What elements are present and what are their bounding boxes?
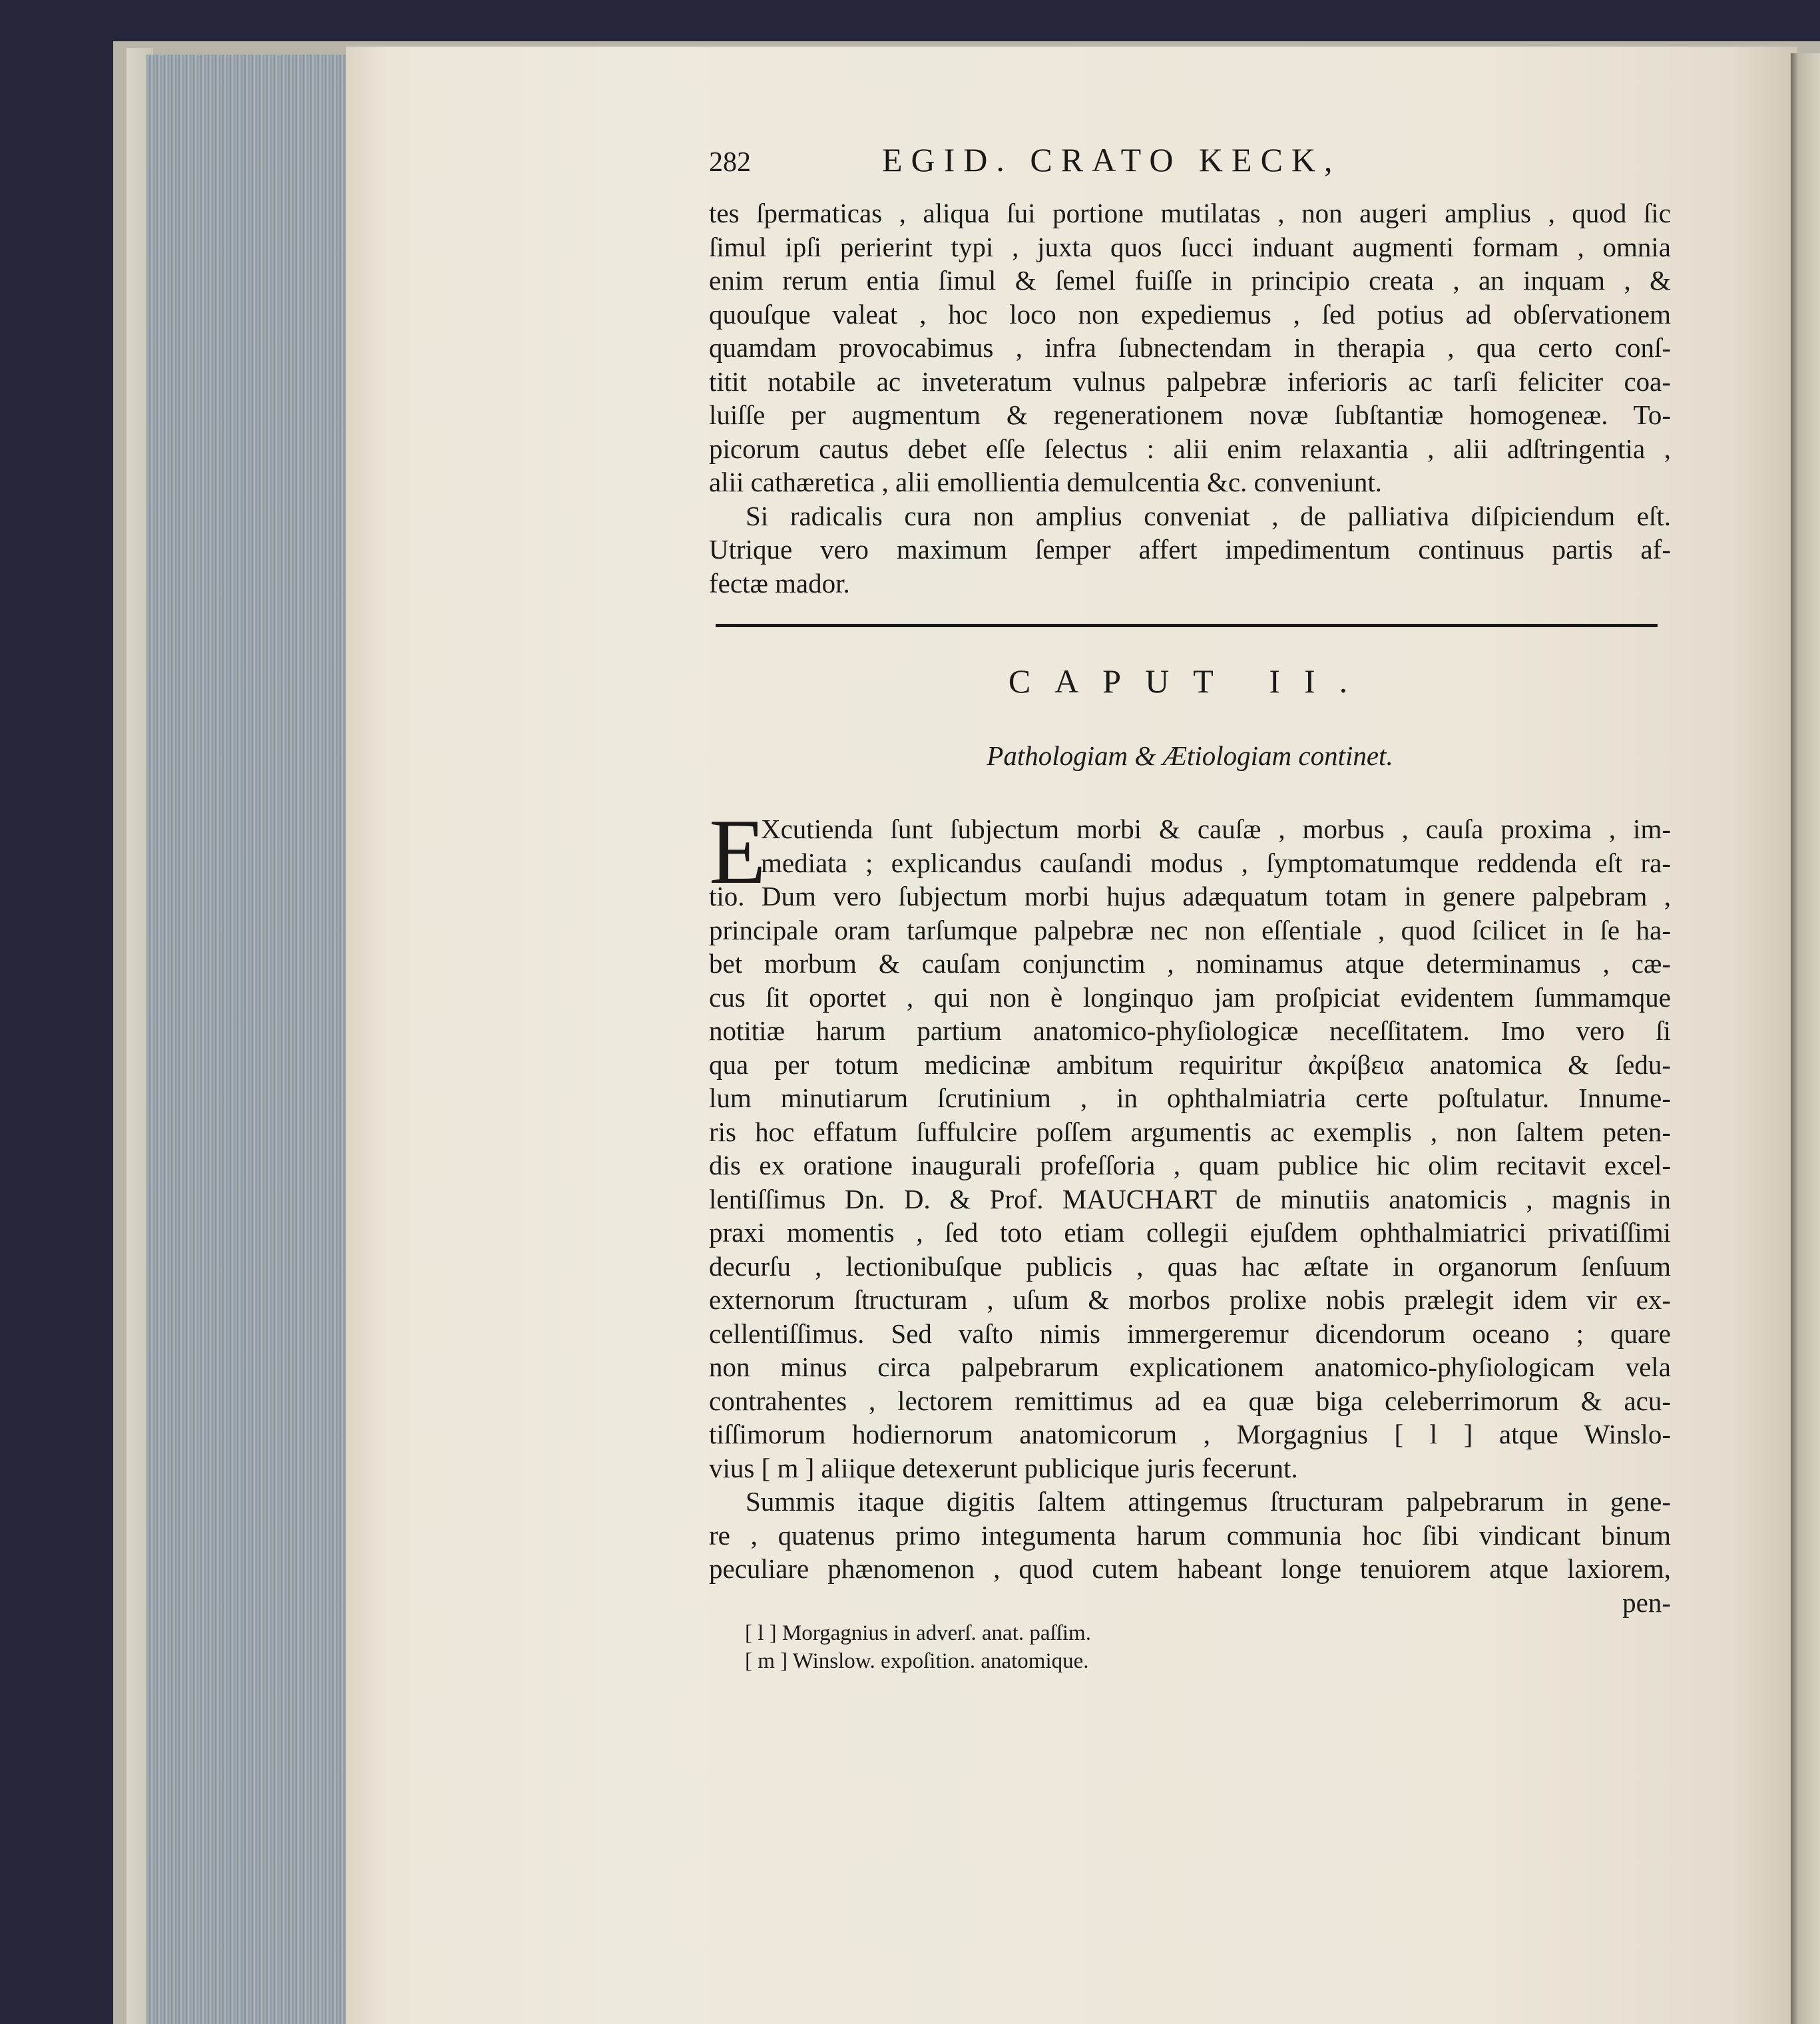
text-line: tes ſpermaticas , aliqua ſui portione mutilatas , non augeri amplius , quod ſic xyxy=(709,198,1671,228)
text-line: qua per totum medicinæ ambitum requiritur ἀκρίβεια anatomica & ſedu- xyxy=(709,1049,1671,1080)
text-line: tio. Dum vero ſubjectum morbi hujus adæquatum totam in genere palpebram , xyxy=(709,881,1671,911)
text-line: dis ex oratione inaugurali profeſſoria , quam publice hic olim recitavit excel- xyxy=(709,1150,1671,1180)
text-line: ſimul ipſi perierint typi , juxta quos ſucci induant augmenti formam , omnia xyxy=(709,231,1671,262)
paragraph-continued xyxy=(709,196,1671,499)
text-line: titit notabile ac inveteratum vulnus palpebræ inferioris ac tarſi feliciter coa- xyxy=(709,366,1671,397)
text-line: vius [ m ] aliique detexerunt publicique juris fecerunt. xyxy=(709,1452,1298,1483)
paragraph-palliativa xyxy=(709,499,1671,601)
text-line: ris hoc effatum ſuffulcire poſſem argumentis ac exemplis , non ſaltem peten- xyxy=(709,1116,1671,1147)
text-line: bet morbum & cauſam conjunctim , nominamus atque determinamus , cæ- xyxy=(709,948,1671,979)
catchword: pen- xyxy=(1622,1587,1671,1618)
text-line: alii cathæretica , alii emollientia demulcentia &c. conveniunt. xyxy=(709,467,1382,497)
page-number: 282 xyxy=(709,147,751,178)
text-line: mediata ; explicandus cauſandi modus , ſymptomatumque reddenda eſt ra- xyxy=(761,847,1671,878)
text-line: Summis itaque digitis ſaltem attingemus ſtructuram palpebrarum in gene- xyxy=(746,1486,1671,1517)
drop-cap: E xyxy=(709,800,766,903)
text-line: praxi momentis , ſed toto etiam collegii ejuſdem ophthalmiatrici privatiſſimi xyxy=(709,1217,1671,1248)
text-line: enim rerum entia ſimul & ſemel fuiſſe in principio creata , an inquam , & xyxy=(709,265,1671,296)
text-line: principale oram tarſumque palpebræ nec non eſſentiale , quod ſcilicet in ſe ha- xyxy=(709,914,1671,945)
paragraph-main xyxy=(709,800,1671,1485)
text-line: Si radicalis cura non amplius conveniat , de palliativa diſpiciendum eſt. xyxy=(746,500,1671,531)
footnote: [ m ] Winslow. expoſition. anatomique. xyxy=(745,1648,1089,1673)
text-line: cus ſit oportet , qui non è longinquo jam proſpiciat evidentem ſummamque xyxy=(709,981,1671,1013)
text-line: tiſſimorum hodiernorum anatomicorum , Morgagnius [ l ] atque Winslo- xyxy=(709,1419,1671,1449)
paragraph-summis xyxy=(709,1485,1671,1586)
text-line: contrahentes , lectorem remittimus ad ea quæ biga celeberrimorum & acu- xyxy=(709,1385,1671,1416)
text-line: non minus circa palpebrarum explicationem anatomico-phyſiologicam vela xyxy=(709,1352,1671,1382)
next-page-sliver xyxy=(1791,53,1820,2024)
text-line: decurſu , lectionibuſque publicis , quas hac æſtate in organorum ſenſuum xyxy=(709,1250,1671,1282)
chapter-rule xyxy=(716,624,1658,627)
text-line: externorum ſtructuram , uſum & morbos prolixe nobis prælegit idem vir ex- xyxy=(709,1284,1671,1315)
text-line: Utrique vero maximum ſemper affert impedimentum continuus partis af- xyxy=(709,534,1671,565)
text-line: luiſſe per augmentum & regenerationem novæ ſubſtantiæ homogeneæ. To- xyxy=(709,399,1671,430)
text-line: notitiæ harum partium anatomico-phyſiologicæ neceſſitatem. Imo vero ſi xyxy=(709,1015,1671,1046)
text-line: quamdam provocabimus , infra ſubnectendam in therapia , qua certo conſ- xyxy=(709,332,1671,363)
footnotes xyxy=(709,1619,1671,1675)
page-text xyxy=(709,143,1671,1675)
text-line: lentiſſimus Dn. D. & Prof. MAUCHART de minutiis anatomicis , magnis in xyxy=(709,1183,1671,1214)
text-line: Xcutienda ſunt ſubjectum morbi & cauſæ , morbus , cauſa proxima , im- xyxy=(761,814,1671,844)
chapter-subtitle: Pathologiam & Ætiologiam continet. xyxy=(987,740,1393,771)
text-line: fectæ mador. xyxy=(709,567,850,599)
text-line: peculiare phænomenon , quod cutem habeant longe tenuiorem atque laxiorem, xyxy=(709,1553,1671,1584)
running-head xyxy=(709,143,1671,196)
running-title: EGID. CRATO KECK, xyxy=(882,141,1341,178)
chapter-title: CAPUT II. xyxy=(1008,662,1372,700)
page-block-edge xyxy=(146,55,366,2024)
text-line: cellentiſſimus. Sed vaſto nimis immergeremur dicendorum oceano ; quare xyxy=(709,1318,1671,1349)
text-line: picorum cautus debet eſſe ſelectus : alii enim relaxantia , alii adſtringentia , xyxy=(709,433,1671,464)
footnote: [ l ] Morgagnius in adverſ. anat. paſſim. xyxy=(745,1621,1091,1645)
text-line: lum minutiarum ſcrutinium , in ophthalmiatria certe poſtulatur. Innume- xyxy=(709,1083,1671,1113)
text-line: quouſque valeat , hoc loco non expediemus , ſed potius ad obſervationem xyxy=(709,298,1671,330)
text-line: re , quatenus primo integumenta harum communia hoc ſibi vindicant binum xyxy=(709,1519,1671,1551)
